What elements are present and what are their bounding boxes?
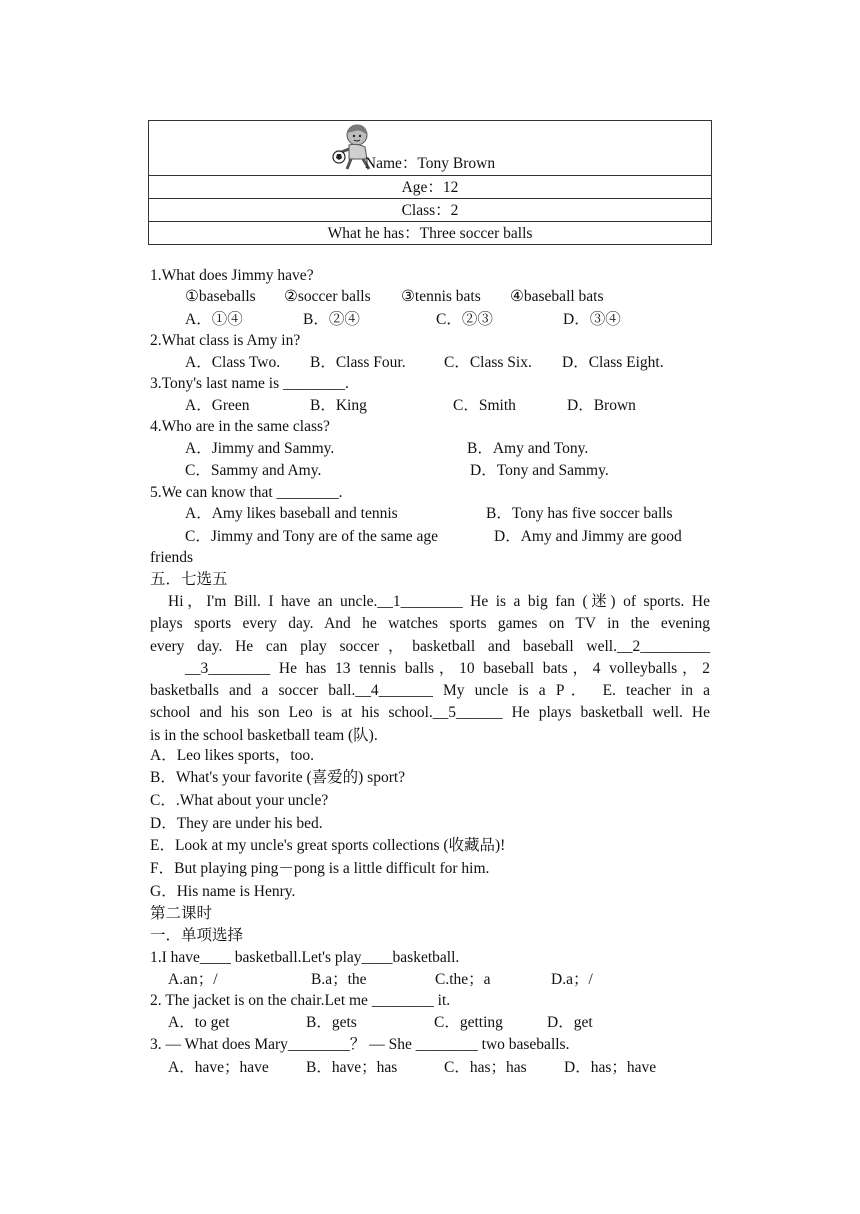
q1-item-2: ②soccer balls (284, 288, 371, 305)
section5-heading: 五．七选五 (150, 571, 228, 588)
l2-q1-option-b: B.a；the (311, 971, 367, 988)
l2-q3-stem: 3. — What does Mary________？ — She ________ two baseballs. (150, 1036, 570, 1053)
lesson2-subheading: 一．单项选择 (150, 927, 244, 944)
l2-q2-option-d: D．get (547, 1014, 593, 1031)
l2-q3-option-c: C．has；has (444, 1059, 527, 1076)
l2-q1-stem: 1.I have____ basketball.Let's play____basketball. (150, 949, 460, 966)
l2-q2-option-b: B．gets (306, 1014, 357, 1031)
q5-stem: 5.We can know that ________. (150, 484, 343, 501)
passage-line-3: every day. He can play soccer，basketball and baseball well.__2_________ (150, 637, 710, 655)
q4-stem: 4.Who are in the same class? (150, 418, 330, 435)
l2-q2-option-a: A．to get (168, 1014, 230, 1031)
q2-option-c: C．Class Six. (444, 354, 532, 371)
passage-line-5: basketballs and a soccer ball.__4_______ My uncle is a P． E. teacher in a (150, 682, 710, 700)
q5-option-d: D．Amy and Jimmy are good (494, 528, 682, 545)
q1-option-b: B．②④ (303, 311, 360, 328)
q4-option-a: A．Jimmy and Sammy. (185, 440, 335, 457)
cloze-passage (150, 591, 710, 747)
q5-option-c: C．Jimmy and Tony are of the same age (185, 528, 439, 545)
passage-line-7: is in the school basketball team (队). (150, 726, 378, 744)
choice-g: G．His name is Henry. (150, 883, 296, 900)
q2-option-a: A．Class Two. (185, 354, 281, 371)
q3-option-a: A．Green (185, 397, 250, 414)
l2-q3-option-a: A．have；have (168, 1059, 269, 1076)
q2-stem: 2.What class is Amy in? (150, 332, 301, 349)
q1-item-1: ①baseballs (185, 288, 256, 305)
choice-a: A．Leo likes sports，too. (150, 747, 315, 764)
passage-line-4: __3________ He has 13 tennis balls，10 baseball bats，4 volleyballs，2 (185, 659, 710, 677)
l2-q1-option-c: C.the；a (435, 971, 491, 988)
q4-option-b: B．Amy and Tony. (467, 440, 589, 457)
q2-option-d: D．Class Eight. (562, 354, 664, 371)
q1-option-d: D．③④ (563, 311, 621, 328)
q3-option-b: B．King (310, 397, 367, 414)
l2-q2-stem: 2. The jacket is on the chair.Let me ________ it. (150, 992, 451, 1009)
q3-option-c: C．Smith (453, 397, 516, 414)
card-has: What he has：Three soccer balls (149, 221, 711, 244)
info-card (148, 120, 712, 245)
q4-option-d: D．Tony and Sammy. (470, 462, 609, 479)
card-age: Age：12 (149, 175, 711, 198)
choice-b: B．What's your favorite (喜爱的) sport? (150, 769, 406, 786)
card-name-row (149, 121, 711, 175)
q1-item-3: ③tennis bats (401, 288, 481, 305)
choice-c: C．.What about your uncle? (150, 792, 329, 809)
q1-option-c: C．②③ (436, 311, 493, 328)
lesson2-heading: 第二课时 (150, 905, 213, 922)
choice-d: D．They are under his bed. (150, 815, 323, 832)
q1-stem: 1.What does Jimmy have? (150, 267, 314, 284)
q1-item-4: ④baseball bats (510, 288, 604, 305)
l2-q1-option-d: D.a；/ (551, 971, 593, 988)
passage-line-2: plays sports every day. And he watches sports games on TV in the evening (150, 615, 710, 633)
l2-q3-option-d: D．has；have (564, 1059, 657, 1076)
q2-option-b: B．Class Four. (310, 354, 406, 371)
q4-option-c: C．Sammy and Amy. (185, 462, 322, 479)
l2-q2-option-c: C．getting (434, 1014, 503, 1031)
l2-q1-option-a: A.an；/ (168, 971, 218, 988)
passage-line-6: school and his son Leo is at his school.__5______ He plays basketball well. He (150, 704, 710, 722)
choice-f: F．But playing ping－pong is a little difficult for him. (150, 860, 490, 877)
passage-line-1: Hi，I'm Bill. I have an uncle.__1________ He is a big fan (迷) of sports. He (168, 593, 710, 610)
q1-option-a: A．①④ (185, 311, 243, 328)
q5-option-b: B．Tony has five soccer balls (486, 505, 673, 522)
card-class: Class：2 (149, 198, 711, 221)
q3-option-d: D．Brown (567, 397, 636, 414)
q5-option-a: A．Amy likes baseball and tennis (185, 505, 398, 522)
q3-stem: 3.Tony's last name is ________. (150, 375, 349, 392)
choice-e: E．Look at my uncle's great sports collections (收藏品)! (150, 837, 506, 854)
card-name: Name：Tony Brown (364, 155, 496, 172)
q5-option-d-wrap: friends (150, 549, 194, 566)
l2-q3-option-b: B．have；has (306, 1059, 398, 1076)
